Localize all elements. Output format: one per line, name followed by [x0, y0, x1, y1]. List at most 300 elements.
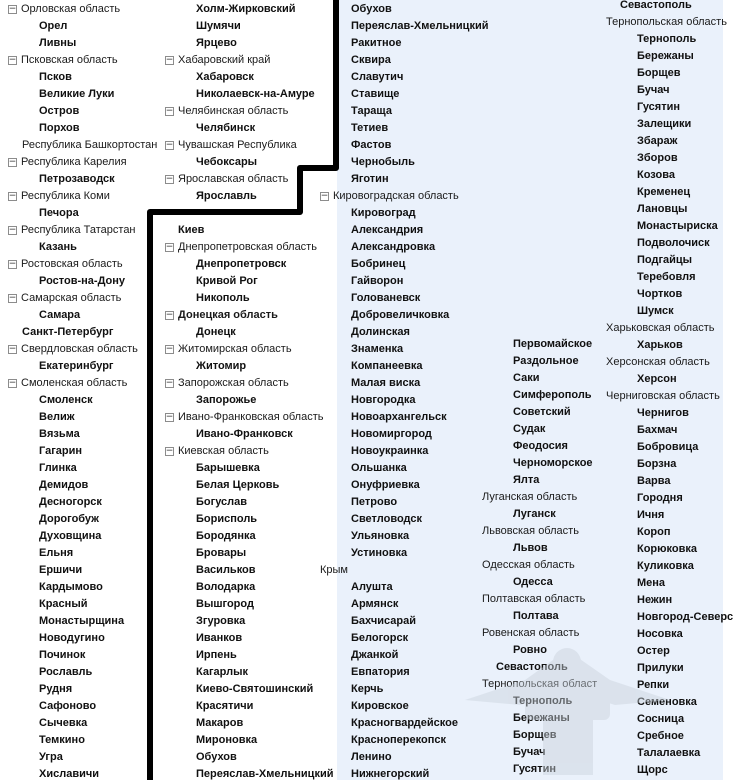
city-item[interactable] — [165, 1, 333, 18]
region-node[interactable] — [8, 1, 157, 18]
region-node[interactable] — [606, 354, 733, 371]
city-item[interactable] — [165, 324, 333, 341]
region-label: Тернопольская область — [606, 16, 727, 28]
collapse-toggle-icon[interactable] — [320, 192, 329, 201]
city-item[interactable] — [165, 562, 333, 579]
city-item[interactable] — [606, 116, 733, 133]
city-item[interactable] — [8, 120, 157, 137]
region-label: Республика Карелия — [21, 156, 127, 168]
city-label: Белогорск — [351, 632, 409, 644]
city-item[interactable] — [320, 52, 488, 69]
city-label: Николаевск-на-Амуре — [196, 88, 315, 100]
collapse-toggle-icon[interactable] — [8, 379, 17, 388]
city-item[interactable] — [8, 732, 157, 749]
city-label: Евпатория — [351, 666, 410, 678]
city-item[interactable] — [165, 613, 333, 630]
city-item[interactable] — [165, 545, 333, 562]
city-item[interactable] — [606, 439, 733, 456]
region-node[interactable] — [320, 188, 488, 205]
city-label: Нежин — [637, 594, 673, 606]
city-item[interactable] — [165, 698, 333, 715]
city-item[interactable] — [8, 511, 157, 528]
city-item[interactable] — [320, 307, 488, 324]
city-item[interactable] — [165, 477, 333, 494]
city-item[interactable] — [320, 460, 488, 477]
city-item[interactable] — [8, 460, 157, 477]
city-item[interactable] — [606, 592, 733, 609]
region-label: Республика Татарстан — [21, 224, 136, 236]
city-item[interactable] — [606, 269, 733, 286]
city-item[interactable] — [8, 715, 157, 732]
city-item[interactable] — [320, 579, 488, 596]
city-item[interactable] — [8, 630, 157, 647]
collapse-toggle-icon[interactable] — [165, 175, 174, 184]
city-item[interactable] — [606, 252, 733, 269]
city-label: Макаров — [196, 717, 244, 729]
city-item[interactable] — [8, 596, 157, 613]
city-item[interactable] — [606, 218, 733, 235]
region-node[interactable] — [482, 557, 597, 574]
city-item[interactable] — [165, 766, 333, 783]
city-label: Велиж — [39, 411, 75, 423]
city-item[interactable] — [165, 749, 333, 766]
city-label: Иванков — [196, 632, 243, 644]
city-label: Сквира — [351, 54, 391, 66]
city-label: Гусятин — [637, 101, 680, 113]
city-label: Борщев — [513, 729, 557, 741]
region-node[interactable] — [165, 171, 333, 188]
city-item[interactable] — [8, 86, 157, 103]
city-item[interactable] — [320, 239, 488, 256]
city-item[interactable] — [165, 732, 333, 749]
city-label: Житомир — [196, 360, 247, 372]
city-item[interactable] — [165, 528, 333, 545]
collapse-toggle-icon[interactable] — [8, 158, 17, 167]
city-label: Черноморское — [513, 457, 593, 469]
city-item[interactable] — [482, 727, 597, 744]
city-label: Ичня — [637, 509, 665, 521]
collapse-toggle-icon[interactable] — [165, 447, 174, 456]
city-item[interactable] — [482, 744, 597, 761]
city-label: Одесса — [513, 576, 553, 588]
city-item[interactable] — [606, 167, 733, 184]
region-node[interactable] — [482, 625, 597, 642]
city-item[interactable] — [320, 341, 488, 358]
region-node[interactable] — [8, 290, 157, 307]
city-item[interactable] — [8, 749, 157, 766]
city-item[interactable] — [606, 184, 733, 201]
city-item[interactable] — [482, 387, 597, 404]
city-item[interactable] — [320, 69, 488, 86]
city-item[interactable] — [8, 613, 157, 630]
city-item[interactable] — [606, 762, 733, 779]
city-label: Кировское — [351, 700, 409, 712]
city-label: Вязьма — [39, 428, 80, 440]
region-node[interactable] — [482, 523, 597, 540]
city-item[interactable] — [320, 103, 488, 120]
collapse-toggle-icon[interactable] — [165, 56, 174, 65]
city-item[interactable] — [606, 575, 733, 592]
city-label: Новомиргород — [351, 428, 432, 440]
city-item[interactable] — [320, 256, 488, 273]
city-item[interactable] — [606, 694, 733, 711]
city-item[interactable] — [165, 664, 333, 681]
city-item[interactable] — [165, 460, 333, 477]
region-node[interactable] — [8, 341, 157, 358]
city-label: Знаменка — [351, 343, 404, 355]
city-item[interactable] — [320, 290, 488, 307]
city-item[interactable] — [606, 677, 733, 694]
city-label: Подгайцы — [637, 254, 693, 266]
city-item[interactable] — [320, 647, 488, 664]
city-item[interactable] — [8, 205, 157, 222]
city-item[interactable] — [606, 371, 733, 388]
city-item[interactable] — [482, 642, 597, 659]
city-item[interactable] — [606, 728, 733, 745]
city-label: Вышгород — [196, 598, 254, 610]
city-item[interactable] — [8, 647, 157, 664]
city-item[interactable] — [320, 205, 488, 222]
collapse-toggle-icon[interactable] — [165, 311, 174, 320]
city-item[interactable] — [606, 65, 733, 82]
tree-column-1 — [8, 1, 157, 783]
city-item[interactable] — [165, 630, 333, 647]
collapse-toggle-icon[interactable] — [8, 56, 17, 65]
region-label: Смоленская область — [21, 377, 128, 389]
city-item[interactable] — [165, 290, 333, 307]
city-item[interactable] — [320, 545, 488, 562]
city-item[interactable] — [320, 528, 488, 545]
city-item[interactable] — [320, 137, 488, 154]
city-item[interactable] — [165, 358, 333, 375]
collapse-toggle-icon[interactable] — [8, 260, 17, 269]
region-node[interactable] — [8, 154, 157, 171]
city-item[interactable] — [320, 426, 488, 443]
city-item[interactable] — [165, 494, 333, 511]
region-node[interactable] — [165, 341, 333, 358]
city-item[interactable] — [320, 171, 488, 188]
collapse-toggle-icon[interactable] — [8, 226, 17, 235]
region-label: Псковская область — [21, 54, 118, 66]
city-label: Чебоксары — [196, 156, 258, 168]
city-label: Переяслав-Хмельницкий — [351, 20, 489, 32]
city-item[interactable] — [482, 540, 597, 557]
city-label: Семеновка — [637, 696, 697, 708]
city-item[interactable] — [320, 273, 488, 290]
city-item[interactable] — [165, 120, 333, 137]
city-item[interactable] — [8, 477, 157, 494]
city-item[interactable] — [606, 201, 733, 218]
city-item[interactable] — [606, 422, 733, 439]
city-item[interactable] — [606, 0, 733, 14]
city-item[interactable] — [482, 506, 597, 523]
city-label: Зборов — [637, 152, 678, 164]
collapse-toggle-icon[interactable] — [8, 294, 17, 303]
city-item[interactable] — [606, 507, 733, 524]
city-label: Долинская — [351, 326, 410, 338]
region-label: Львовская область — [482, 525, 579, 537]
region-label: Херсонская область — [606, 356, 710, 368]
city-item[interactable] — [320, 358, 488, 375]
city-item[interactable] — [320, 18, 488, 35]
city-label: Ершичи — [39, 564, 83, 576]
city-item[interactable] — [165, 86, 333, 103]
city-item[interactable] — [320, 443, 488, 460]
city-item[interactable] — [8, 766, 157, 783]
city-item[interactable] — [8, 562, 157, 579]
city-item[interactable] — [165, 511, 333, 528]
region-node[interactable] — [8, 188, 157, 205]
city-item[interactable] — [320, 222, 488, 239]
city-item[interactable] — [482, 404, 597, 421]
city-label: Добровеличковка — [351, 309, 450, 321]
city-item[interactable] — [320, 120, 488, 137]
city-item[interactable] — [606, 490, 733, 507]
city-label: Новгородка — [351, 394, 416, 406]
region-node[interactable] — [8, 256, 157, 273]
region-node[interactable] — [482, 676, 597, 693]
city-item[interactable] — [320, 392, 488, 409]
city-item[interactable] — [165, 681, 333, 698]
city-item[interactable] — [320, 732, 488, 749]
city-item[interactable] — [482, 659, 597, 676]
city-item[interactable] — [606, 235, 733, 252]
city-item[interactable] — [482, 455, 597, 472]
region-node[interactable] — [165, 443, 333, 460]
city-label: Ростов-на-Дону — [39, 275, 126, 287]
region-label: Республика Башкортостан — [22, 139, 158, 151]
city-item[interactable] — [165, 154, 333, 171]
region-label: Свердловская область — [21, 343, 138, 355]
city-label: Александрия — [351, 224, 424, 236]
city-label: Самара — [39, 309, 81, 321]
region-node[interactable] — [165, 307, 333, 324]
city-item[interactable] — [606, 558, 733, 575]
city-item[interactable] — [320, 766, 488, 783]
city-item[interactable] — [482, 336, 597, 353]
collapse-toggle-icon[interactable] — [8, 5, 17, 14]
region-node[interactable] — [165, 375, 333, 392]
region-label: Крым — [320, 564, 348, 576]
city-label: Запорожье — [196, 394, 257, 406]
city-label: Обухов — [351, 3, 392, 15]
city-item[interactable] — [165, 256, 333, 273]
region-node[interactable] — [165, 409, 333, 426]
city-label: Бережаны — [637, 50, 694, 62]
city-item[interactable] — [320, 681, 488, 698]
city-item[interactable] — [606, 473, 733, 490]
city-item[interactable] — [8, 409, 157, 426]
city-label: Смоленск — [39, 394, 93, 406]
city-item[interactable] — [320, 494, 488, 511]
city-item[interactable] — [8, 392, 157, 409]
city-item[interactable] — [8, 307, 157, 324]
city-label: Рославль — [39, 666, 93, 678]
city-item[interactable] — [165, 715, 333, 732]
collapse-toggle-icon[interactable] — [165, 345, 174, 354]
city-item[interactable] — [8, 239, 157, 256]
city-item[interactable] — [320, 715, 488, 732]
city-item[interactable] — [482, 574, 597, 591]
city-item[interactable] — [606, 745, 733, 762]
city-label: Сычевка — [39, 717, 88, 729]
city-label: Новодугино — [39, 632, 105, 644]
city-item[interactable] — [8, 579, 157, 596]
city-item[interactable] — [8, 528, 157, 545]
city-item[interactable] — [8, 426, 157, 443]
city-label: Бучач — [513, 746, 546, 758]
city-label: Светловодск — [351, 513, 422, 525]
city-label: Тетиев — [351, 122, 389, 134]
city-item[interactable] — [320, 154, 488, 171]
city-label: Ставище — [351, 88, 400, 100]
city-label: Феодосия — [513, 440, 568, 452]
city-label: Монастыриска — [637, 220, 718, 232]
city-item[interactable] — [165, 35, 333, 52]
city-item[interactable] — [8, 545, 157, 562]
region-node[interactable] — [165, 239, 333, 256]
city-item[interactable] — [8, 324, 157, 341]
city-item[interactable] — [165, 18, 333, 35]
city-label: Ялта — [513, 474, 540, 486]
city-item[interactable] — [482, 421, 597, 438]
city-item[interactable] — [165, 69, 333, 86]
city-item[interactable] — [606, 541, 733, 558]
region-node[interactable] — [482, 591, 597, 608]
city-item[interactable] — [165, 273, 333, 290]
collapse-toggle-icon[interactable] — [8, 345, 17, 354]
city-item[interactable] — [606, 150, 733, 167]
city-item[interactable] — [320, 1, 488, 18]
city-item[interactable] — [606, 303, 733, 320]
city-item[interactable] — [482, 608, 597, 625]
city-item[interactable] — [165, 188, 333, 205]
city-item[interactable] — [606, 456, 733, 473]
city-item[interactable] — [606, 337, 733, 354]
region-node[interactable] — [482, 489, 597, 506]
city-item[interactable] — [606, 48, 733, 65]
region-label: Луганская область — [482, 491, 578, 503]
city-label: Порхов — [39, 122, 80, 134]
city-item[interactable] — [8, 171, 157, 188]
city-label: Шумск — [637, 305, 674, 317]
city-label: Красногвардейское — [351, 717, 458, 729]
city-item[interactable] — [8, 681, 157, 698]
city-item[interactable] — [606, 660, 733, 677]
city-label: Гагарин — [39, 445, 83, 457]
city-item[interactable] — [320, 375, 488, 392]
city-item[interactable] — [8, 35, 157, 52]
city-item[interactable] — [320, 613, 488, 630]
city-label: Короп — [637, 526, 671, 538]
region-node[interactable] — [8, 375, 157, 392]
city-item[interactable] — [482, 472, 597, 489]
city-item[interactable] — [8, 664, 157, 681]
city-label: Челябинск — [196, 122, 256, 134]
city-item[interactable] — [165, 596, 333, 613]
region-node[interactable] — [320, 562, 488, 579]
city-item[interactable] — [320, 664, 488, 681]
city-item[interactable] — [8, 69, 157, 86]
city-item[interactable] — [606, 711, 733, 728]
city-item[interactable] — [165, 392, 333, 409]
city-item[interactable] — [320, 630, 488, 647]
city-item[interactable] — [8, 494, 157, 511]
city-item[interactable] — [606, 133, 733, 150]
region-node[interactable] — [165, 137, 333, 154]
collapse-toggle-icon[interactable] — [8, 192, 17, 201]
region-node[interactable] — [8, 52, 157, 69]
city-item[interactable] — [606, 524, 733, 541]
city-label: Володарка — [196, 581, 256, 593]
region-node[interactable] — [165, 52, 333, 69]
city-label: Орел — [39, 20, 68, 32]
region-node[interactable] — [606, 388, 733, 405]
city-item[interactable] — [320, 749, 488, 766]
city-label: Советский — [513, 406, 571, 418]
city-item[interactable] — [482, 438, 597, 455]
collapse-toggle-icon[interactable] — [165, 243, 174, 252]
city-label: Псков — [39, 71, 72, 83]
city-item[interactable] — [320, 86, 488, 103]
city-item[interactable] — [320, 511, 488, 528]
city-item[interactable] — [8, 358, 157, 375]
city-label: Городня — [637, 492, 683, 504]
city-item[interactable] — [320, 596, 488, 613]
city-item[interactable] — [320, 35, 488, 52]
city-item[interactable] — [165, 647, 333, 664]
city-item[interactable] — [606, 99, 733, 116]
city-label: Голованевск — [351, 292, 421, 304]
region-label: Чувашская Республика — [178, 139, 297, 151]
collapse-toggle-icon[interactable] — [165, 107, 174, 116]
city-item[interactable] — [606, 31, 733, 48]
city-item[interactable] — [606, 609, 733, 626]
city-item[interactable] — [606, 626, 733, 643]
city-item[interactable] — [482, 370, 597, 387]
city-item[interactable] — [8, 103, 157, 120]
collapse-toggle-icon[interactable] — [165, 141, 174, 150]
collapse-toggle-icon[interactable] — [165, 413, 174, 422]
city-item[interactable] — [8, 443, 157, 460]
city-item[interactable] — [8, 18, 157, 35]
city-item[interactable] — [165, 222, 333, 239]
city-item[interactable] — [8, 273, 157, 290]
city-item[interactable] — [482, 693, 597, 710]
city-item[interactable] — [165, 579, 333, 596]
city-item[interactable] — [320, 324, 488, 341]
city-item[interactable] — [320, 409, 488, 426]
city-item[interactable] — [320, 698, 488, 715]
region-node[interactable] — [606, 14, 733, 31]
region-node[interactable] — [606, 320, 733, 337]
city-item[interactable] — [482, 353, 597, 370]
collapse-toggle-icon[interactable] — [165, 379, 174, 388]
city-item[interactable] — [606, 405, 733, 422]
city-item[interactable] — [482, 710, 597, 727]
city-item[interactable] — [606, 82, 733, 99]
city-item[interactable] — [606, 286, 733, 303]
city-item[interactable] — [606, 643, 733, 660]
city-item[interactable] — [482, 761, 597, 778]
city-item[interactable] — [320, 477, 488, 494]
city-label: Керчь — [351, 683, 384, 695]
region-node[interactable] — [165, 103, 333, 120]
region-node[interactable] — [8, 137, 157, 154]
city-item[interactable] — [165, 426, 333, 443]
city-item[interactable] — [8, 698, 157, 715]
region-node[interactable] — [8, 222, 157, 239]
